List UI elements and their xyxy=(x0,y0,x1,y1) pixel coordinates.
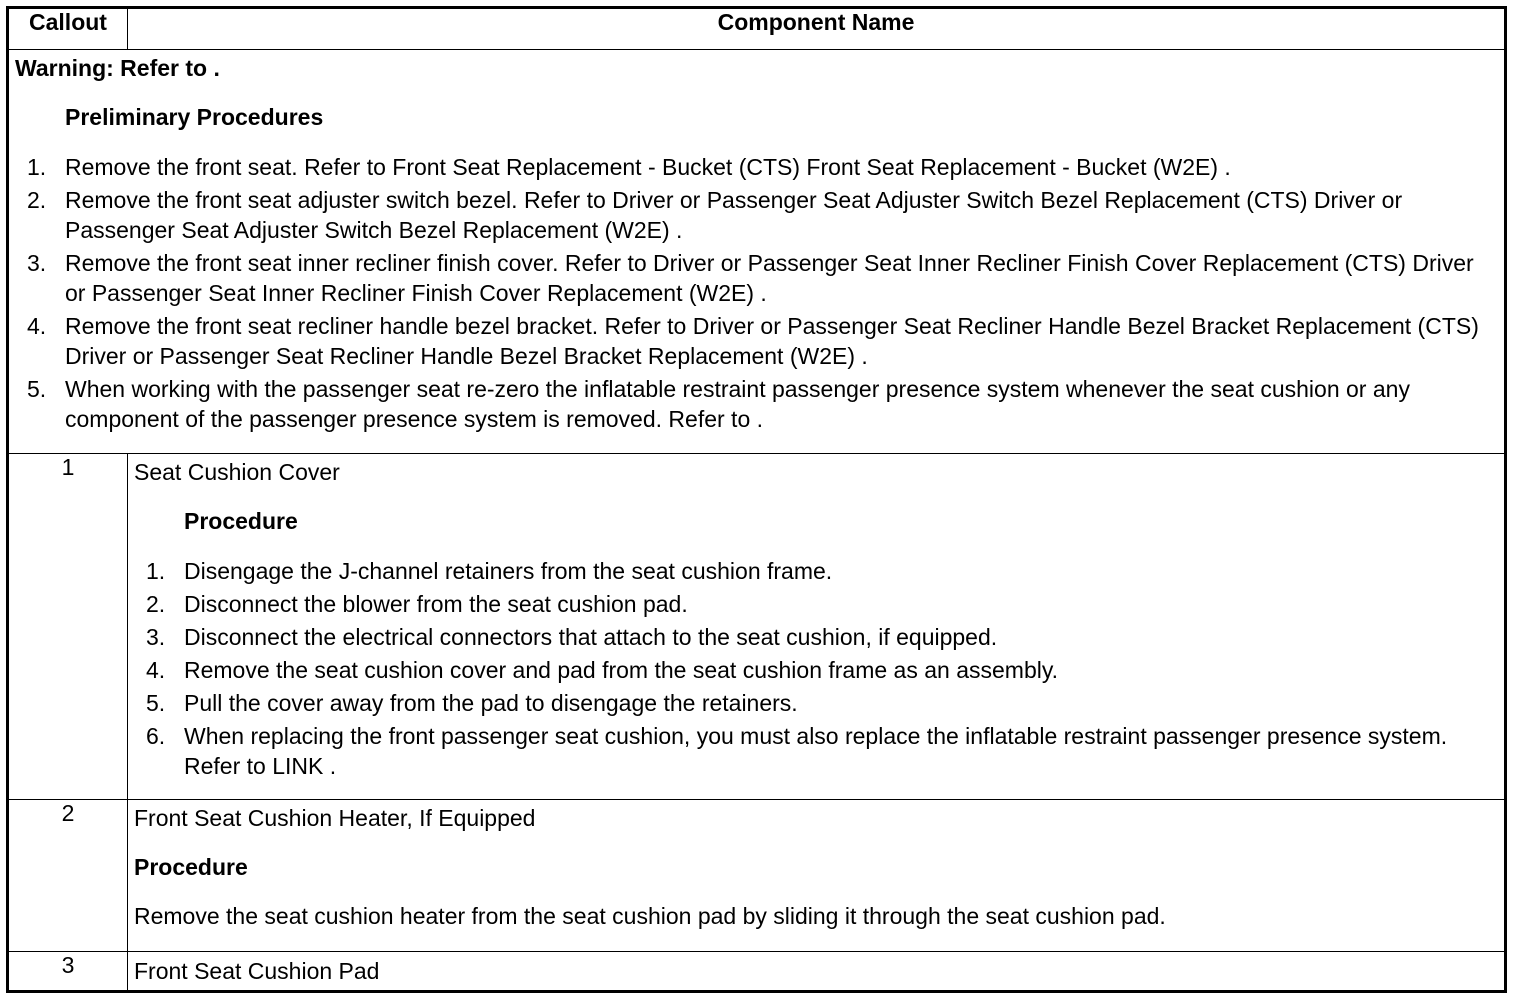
warning-text: Warning: Refer to . xyxy=(15,55,220,81)
procedure-heading: Procedure xyxy=(134,854,248,880)
procedure-steps xyxy=(134,556,1498,781)
callout-header: Callout xyxy=(8,8,128,50)
list-item: 4. Remove the seat cushion cover and pad from the seat cushion frame as an assembly. xyxy=(146,657,1059,683)
list-item: 3. Remove the front seat inner recliner finish cover. Refer to Driver or Passenger Seat Inner Recliner Finish Cover Replacement (CTS) Driver or Passenger Seat Inner Recliner Finish Cover Replacement (W2E) . xyxy=(27,250,1474,306)
list-item: 2. Disconnect the blower from the seat cushion pad. xyxy=(146,591,688,617)
component-table xyxy=(6,6,1507,993)
table-row xyxy=(8,454,1506,800)
preliminary-row xyxy=(8,50,1506,454)
component-cell xyxy=(128,454,1506,800)
list-item: 6. When replacing the front passenger seat cushion, you must also replace the inflatable restraint passenger presence system. Refer to LINK . xyxy=(146,723,1448,779)
preliminary-heading: Preliminary Procedures xyxy=(65,104,324,130)
list-item: 3. Disconnect the electrical connectors that attach to the seat cushion, if equipped. xyxy=(146,624,998,650)
callout-cell: 1 xyxy=(8,454,128,800)
list-item: 5. When working with the passenger seat re-zero the inflatable restraint passenger presence system whenever the seat cushion or any component of the passenger presence system is removed. Refer to . xyxy=(27,376,1410,432)
callout-cell: 3 xyxy=(8,952,128,992)
list-item: 5. Pull the cover away from the pad to disengage the retainers. xyxy=(146,690,798,716)
procedure-heading: Procedure xyxy=(184,508,298,534)
component-cell xyxy=(128,800,1506,952)
list-item: 4. Remove the front seat recliner handle bezel bracket. Refer to Driver or Passenger Seat Recliner Handle Bezel Bracket Replacement (CTS) Driver or Passenger Seat Recliner Handle Bezel Bracket Replacement (W2E) . xyxy=(27,313,1479,369)
component-name: Front Seat Cushion Heater, If Equipped xyxy=(134,805,536,831)
list-item: 1. Disengage the J-channel retainers from the seat cushion frame. xyxy=(146,558,833,584)
callout-cell: 2 xyxy=(8,800,128,952)
procedure-text: Remove the seat cushion heater from the seat cushion pad by sliding it through the seat cushion pad. xyxy=(134,903,1166,929)
component-name: Front Seat Cushion Pad xyxy=(134,957,380,984)
component-name: Seat Cushion Cover xyxy=(134,459,340,485)
component-cell xyxy=(128,952,1506,992)
preliminary-cell xyxy=(8,50,1506,454)
header-row xyxy=(8,8,1506,50)
component-name-header: Component Name xyxy=(128,8,1506,50)
table-row xyxy=(8,952,1506,992)
table-row xyxy=(8,800,1506,952)
preliminary-steps xyxy=(15,152,1498,434)
list-item: 1. Remove the front seat. Refer to Front Seat Replacement - Bucket (CTS) Front Seat Replacement - Bucket (W2E) . xyxy=(27,154,1231,180)
list-item: 2. Remove the front seat adjuster switch bezel. Refer to Driver or Passenger Seat Adjuster Switch Bezel Replacement (CTS) Driver or Passenger Seat Adjuster Switch Bezel Replacement (W2E) . xyxy=(27,187,1403,243)
